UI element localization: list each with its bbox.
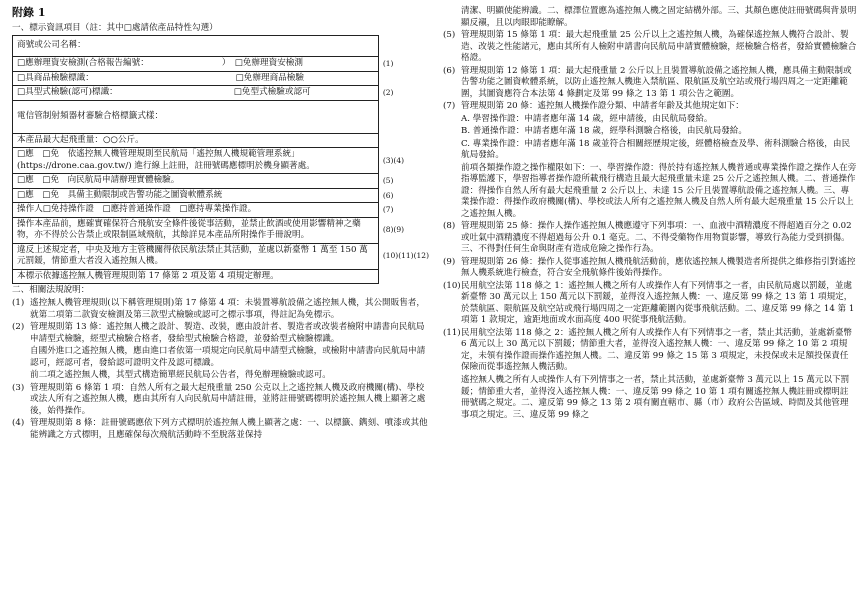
- appendix-title: 附錄 1: [12, 6, 46, 19]
- form-cell: □應 □免 向民航局申請辦理實體檢驗。: [13, 174, 379, 189]
- form-note: (3)(4): [382, 155, 405, 165]
- item-text: A. 學習操作證：申請者應年滿 14 歲，經申請後，由民航局發給。: [461, 113, 713, 124]
- regulation-item: [443, 126, 857, 138]
- regulation-item: [12, 298, 430, 321]
- item-number: (9): [443, 256, 456, 267]
- form-row: [13, 203, 430, 218]
- form-cell: □具商品檢驗標識： □免辦理商品檢驗: [13, 71, 379, 86]
- item-text: 民用航空法第 118 條之 2：遙控無人機之所有人或操作人有下列情事之一者，禁止其活動，並處新臺幣 6 萬元以上 30 萬元以下罰鍰；情節重大者，並得沒入遙控無人機：一、違反第 99 條之 10 第 2 項規定，未領有操作證而操作遙控無人機。二、違反第 99 條之 15 第 3 項規定，未投保或未足額投保責任保險而從事遙控無人機活動。: [461, 327, 853, 373]
- item-text: 管理規則第 15 條第 1 項：最大起飛重量 25 公斤以上之遙控無人機，為確保遙控無人機符合設計、製造、改裝之性能諸元，應由其所有人檢附申請書向民航局申請實體檢驗，經檢驗合格者，發給實體檢驗合格證。: [461, 30, 857, 64]
- right-column: [443, 6, 857, 422]
- form-row: [13, 174, 430, 189]
- item-number: (10): [443, 280, 461, 291]
- form-note: [378, 133, 429, 148]
- form-note: [378, 269, 429, 284]
- form-row: [13, 86, 430, 101]
- form-cell: 違反上述規定者，中央及地方主管機關得依民航法禁止其活動，並處以新臺幣 1 萬至 150 萬元罰鍰，情節重大者沒入遙控無人機。: [13, 243, 379, 269]
- item-number: (2): [12, 322, 25, 333]
- left-column: [12, 6, 430, 442]
- form-row: [13, 188, 430, 203]
- section2-heading: 二、相關法規說明：: [12, 285, 90, 296]
- regulation-item: [443, 328, 857, 374]
- regulation-list-left: [12, 298, 430, 441]
- regulation-item: [12, 383, 430, 418]
- item-text: 前項各類操作證之操作權限如下：一、學習操作證：得於持有遙控無人機普通或專業操作證之操作人在旁指導監護下，學習指導者操作證所載飛行構造且最大起飛重量未達 25 公斤之遙控無人機。二、普通操作證：得操作自然人所有最大起飛重量 2 公斤以上、未達 15 公斤且裝置導航設備之遙控無人機。三、專業操作證：得操作政府機關(構)、學校或法人所有之遙控無人機及自然人所有最大起飛重量 15 公斤以上之遙控無人機。: [461, 162, 857, 219]
- form-cell: 本標示依據遙控無人機管理規則第 17 條第 2 項及第 4 項規定辦理。: [13, 269, 379, 284]
- item-number: [12, 346, 30, 369]
- item-text: 遙控無人機管理規則(以下稱管理規則)第 17 條第 4 項：未裝置導航設備之遙控無人機，其公開販售者，就第二項第二款資安檢測及第三款型式檢驗或認可之標示事項，得註記為免標示。: [30, 297, 425, 320]
- form-cell: 操作人□免持操作證 □應持普通操作證 □應持專業操作證。: [13, 203, 379, 218]
- item-number: (1): [12, 297, 25, 308]
- item-text: B. 普通操作證：申請者應年滿 18 歲，經學科測驗合格後，由民航局發給。: [461, 126, 747, 137]
- item-text: 管理規則第 8 條：註冊號碼應依下列方式標明於遙控無人機上顯著之處：一、以標籤、鐫刻、噴漆或其他能辨識之方式標明，且應確保每次飛航活動時不至脫落並保持: [30, 418, 428, 440]
- item-number: (8): [443, 221, 456, 232]
- regulation-item: [443, 66, 857, 101]
- form-cell: 操作本產品前，應確實確保符合飛航安全條件後從事活動，並禁止飲酒或使用影響精神之藥物，亦不得於公告禁止或限制區域飛航，其餘詳見本產品所附操作手冊說明。: [13, 217, 379, 243]
- form-note: (7): [382, 205, 394, 215]
- regulation-item: [12, 370, 430, 382]
- form-row: [13, 36, 430, 57]
- regulation-item: [443, 257, 857, 280]
- regulation-item: [443, 101, 857, 113]
- item-number: [443, 139, 461, 162]
- item-number: (5): [443, 30, 456, 41]
- form-row: [13, 243, 430, 269]
- section1-heading: 一、標示資訊項目（註：其中□處請依產品特性勾選）: [12, 22, 218, 33]
- item-number: [443, 163, 461, 221]
- form-note: (5): [382, 176, 394, 186]
- item-number: (3): [12, 382, 25, 393]
- form-note: (6): [382, 190, 394, 200]
- form-note: (8)(9): [382, 225, 405, 235]
- form-note: (2): [382, 88, 394, 98]
- item-text: 自國外進口之遙控無人機，應由進口者依第一項規定向民航局申請型式檢驗，或檢附申請書向民航局申請認可，經認可者，發給認可證明文件及認可標識。: [30, 346, 426, 368]
- form-cell: □應 □免 依遙控無人機管理規則至民航局「遙控無人機規範管理系統」(https://drone.caa.gov.tw/) 進行線上註冊，註冊號碼應標明於機身顯著處。: [13, 148, 379, 174]
- regulation-item: [443, 114, 857, 126]
- item-text: 遙控無人機之所有人或操作人有下列情事之一者，禁止其活動，並處新臺幣 3 萬元以上 15 萬元以下罰鍰；情節重大者，並得沒入遙控無人機：一、違反第 99 條之 10 第 1 項有關遙控無人機註冊或標明註冊號碼之規定。二、違反第 99 條之 13 第 2 項有關直轄市、縣（市）政府公告區域、時間及其他管理事項之規定。三、違反第 99 條之: [461, 374, 850, 420]
- item-text: C. 專業操作證：申請者應年滿 18 歲並符合相關經歷規定後，經體格檢查及學、術科測驗合格後，由民航局發給。: [461, 138, 851, 161]
- form-row: [13, 133, 430, 148]
- item-text: 管理規則第 20 條：遙控無人機操作證分類、申請者年齡及其他規定如下：: [461, 101, 744, 112]
- form-cell: 電信管制射頻器材審驗合格標籤式樣：: [13, 100, 379, 133]
- form-row: [13, 269, 430, 284]
- regulation-item: [12, 322, 430, 345]
- item-text: 管理規則第 25 條：操作人操作遙控無人機應遵守下列事項：一、血液中酒精濃度不得超過百分之 0.02 或吐氣中酒精濃度不得超過每公升 0.1 毫克。二、不得受藥物作用物質影響，導致行為能力受到損傷。三、不得對任何生命與財產有造成危險之操作行為。: [461, 221, 852, 255]
- label-form-table: [12, 35, 430, 284]
- item-number: (7): [443, 101, 456, 112]
- form-cell: 本產品最大起飛重量：○○公斤。: [13, 133, 379, 148]
- item-number: [443, 375, 461, 421]
- regulation-item: [443, 163, 857, 221]
- form-cell: 商號或公司名稱：: [13, 36, 379, 57]
- form-row: [13, 217, 430, 243]
- regulation-item: [12, 418, 430, 441]
- item-text: 管理規則第 6 條第 1 項：自然人所有之最大起飛重量 250 公克以上之遙控無人機及政府機關(構)、學校或法人所有之遙控無人機，應由其所有人向民航局申請註冊，並將註冊號碼標明於遙控無人機上顯著之處後，始得操作。: [30, 382, 426, 416]
- item-text: 前二項之遙控無人機，其型式構造簡單經民航局公告者，得免辦理檢驗或認可。: [30, 370, 331, 381]
- form-note: (10)(11)(12): [382, 251, 429, 261]
- regulation-item: [443, 221, 857, 256]
- form-cell: □具型式檢驗(認可)標識： □免型式檢驗或認可: [13, 86, 379, 101]
- item-number: (4): [12, 418, 25, 429]
- item-number: (6): [443, 65, 456, 76]
- form-cell: □應辦理資安檢測(合格報告編號： ） □免辦理資安檢測: [13, 57, 379, 72]
- form-note: [378, 71, 429, 86]
- form-row: [13, 57, 430, 72]
- regulation-item: [443, 281, 857, 327]
- form-note: (1): [382, 58, 394, 68]
- regulation-item: [443, 375, 857, 421]
- item-number: [12, 370, 30, 382]
- form-cell: □應 □免 具備主動限制或告警功能之圖資軟體系統: [13, 188, 379, 203]
- item-text: 管理規則第 13 條：遙控無人機之設計、製造、改裝，應由設計者、製造者或改裝者檢附申請書向民航局申請型式檢驗，經型式檢驗合格者，發給型式檢驗合格證，並發給型式檢驗標識。: [30, 322, 425, 344]
- form-row: [13, 148, 430, 174]
- form-note: [378, 100, 429, 133]
- regulation-item: [443, 139, 857, 162]
- regulation-list-right: [443, 30, 857, 421]
- item-number: (11): [443, 327, 461, 338]
- item-text: 管理規則第 12 條第 1 項：最大起飛重量 2 公斤以上且裝置導航設備之遙控無人機，應具備主動限制或告警功能之圖資軟體系統，以防止遙控無人機進入禁航區、限航區及航空站或飛行場四周之一定距離範圍，其圖資應符合本法第 4 條劃定及第 99 條之 13 第 1 項公告之範圍。: [461, 65, 852, 99]
- regulation-item: [443, 30, 857, 65]
- item-text: 民用航空法第 118 條之 1：遙控無人機之所有人或操作人有下列情事之一者，由民航局處以罰鍰，並處新臺幣 30 萬元以上 150 萬元以下罰鍰，並得沒入遙控無人機：一、違反第 99 條之 13 第 1 項規定，於禁航區、限航區及航空站或飛行場四周之一定距離範圍內從事飛航活動。二、違反第 99 條之 14 第 1 項第 1 款規定，逾距地面或水面高度 400 呎從事飛航活動。: [461, 280, 855, 326]
- form-row: [13, 71, 430, 86]
- item-number: [443, 126, 461, 138]
- item-number: [443, 114, 461, 126]
- form-row: [13, 100, 430, 133]
- regulation-item: [12, 346, 430, 369]
- form-note: [378, 36, 429, 57]
- item-text: 管理規則第 26 條：操作人從事遙控無人機飛航活動前，應依遙控無人機製造者所提供之維修指引對遙控無人機系統進行檢查，符合安全飛航條件後始得操作。: [461, 256, 856, 279]
- continued-text: 清潔、明顯使能辨識。二、標澤位置應為遙控無人機之固定結構外部。三、其顏色應使註冊號碼與背景明顯反襯，且以肉眼即能瞭解。: [461, 6, 857, 28]
